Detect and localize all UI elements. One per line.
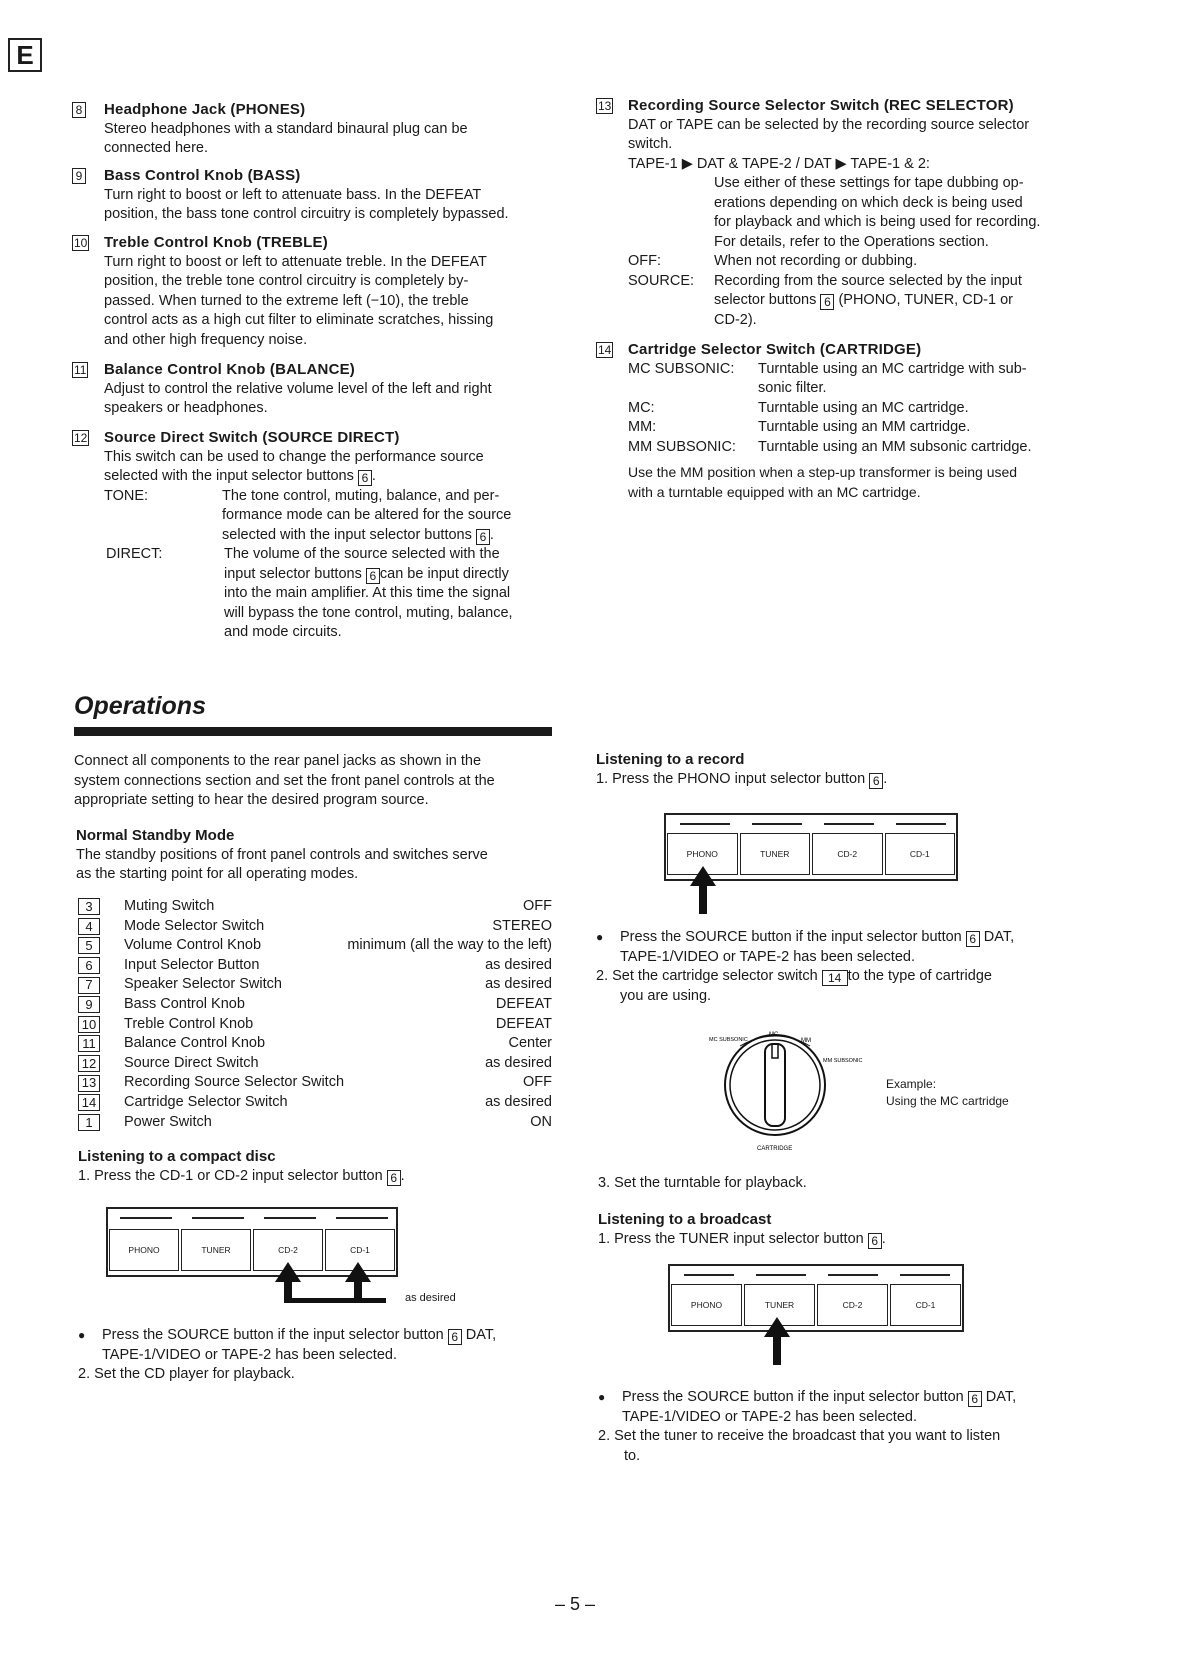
ref-badge: 6 [358, 470, 372, 486]
ref-badge: 14 [822, 970, 848, 986]
off-row [596, 252, 1096, 272]
item-text-line: The tone control, muting, balance, and per- [222, 487, 500, 504]
table-row: 11 Balance Control Knob Center [78, 1034, 552, 1054]
record-section [596, 750, 1096, 789]
record-bullet: ● Press the SOURCE button if the input selector button 6 DAT, [596, 929, 1015, 946]
broadcast-bullet: ● Press the SOURCE button if the input selector button 6 DAT, [598, 1389, 1017, 1406]
item-title: Bass Control Knob (BASS) [104, 167, 301, 184]
table-row: 3 Muting Switch OFF [78, 897, 552, 917]
item-text-line: switch. [628, 136, 673, 152]
item-text-line: position, the bass tone control circuitry is completely bypassed. [104, 206, 509, 222]
item-text-line: selector buttons 6 (PHONO, TUNER, CD-1 or [714, 292, 1013, 309]
up-arrow-icon [764, 1317, 794, 1367]
broadcast-bullet-line: TAPE-1/VIDEO or TAPE-2 has been selected. [622, 1408, 917, 1425]
source-label: SOURCE: [628, 272, 695, 289]
item-source-direct [72, 428, 552, 643]
item-text-line: selected with the input selector buttons 6 . [222, 526, 494, 544]
broadcast-notes [598, 1388, 1098, 1466]
item-treble-knob [72, 233, 552, 350]
item-text-line: For details, refer to the Operations section. [714, 233, 989, 250]
table-row: 10 Treble Control Knob DEFEAT [78, 1015, 552, 1035]
table-row: 6 Input Selector Button as desired [78, 956, 552, 976]
ref-badge: 6 [966, 931, 980, 947]
item-text-line: connected here. [104, 140, 208, 156]
bullet-icon: ● [596, 930, 604, 944]
item-text-line: When not recording or dubbing. [714, 253, 918, 269]
table-row: 4 Mode Selector Switch STEREO [78, 917, 552, 937]
phono-button[interactable]: PHONO [109, 1229, 179, 1271]
ref-badge: 6 [476, 529, 490, 545]
tape-line: TAPE-1 ▶ DAT & TAPE-2 / DAT ▶ TAPE-1 & 2: [628, 155, 930, 172]
standby-section [76, 826, 556, 885]
record-step-2: 2. Set the cartridge selector switch 14 to the type of cartridge [596, 968, 992, 985]
item-text-line: Stereo headphones with a standard binaural plug can be [104, 120, 468, 137]
table-row: 9 Bass Control Knob DEFEAT [78, 995, 552, 1015]
up-arrow-icon [690, 866, 720, 916]
tone-row [72, 487, 552, 546]
cd2-button[interactable]: CD-2 [812, 833, 883, 875]
item-text-line: speakers or headphones. [104, 400, 268, 416]
cd-step-2: 2. Set the CD player for playback. [78, 1366, 295, 1382]
table-row: 12 Source Direct Switch as desired [78, 1054, 552, 1074]
tuner-button[interactable]: TUNER [181, 1229, 251, 1271]
dial-label-mm: MM [801, 1038, 811, 1044]
operations-intro: Connect all components to the rear panel jacks as shown in the system connections section and set the front panel controls at the appropriate setting to hear the desired program source. [74, 753, 495, 808]
item-text-line: and other high frequency noise. [104, 331, 308, 348]
item-number-badge: 9 [72, 168, 86, 184]
direct-label: DIRECT: [106, 546, 163, 562]
phono-button[interactable]: PHONO [667, 833, 738, 875]
item-text-line: The volume of the source selected with the [224, 546, 500, 562]
record-notes [596, 928, 1096, 1006]
tone-label: TONE: [104, 487, 149, 504]
broadcast-title: Listening to a broadcast [598, 1211, 772, 1228]
broadcast-step-2-line: to. [624, 1447, 641, 1464]
item-text-line: selected with the input selector buttons 6 . [104, 468, 376, 485]
item-text-line: Turn right to boost or left to attenuate treble. In the DEFEAT [104, 253, 487, 270]
item-text-line: control acts as a high cut filter to eliminate scratches, hissing [104, 312, 494, 328]
record-title: Listening to a record [596, 751, 745, 768]
record-step-3: 3. Set the turntable for playback. [598, 1175, 807, 1191]
dial-example: Example: Using the MC cartridge [886, 1077, 1009, 1108]
cartridge-row: sonic filter. [758, 380, 827, 396]
item-number-badge: 8 [72, 102, 86, 118]
item-balance-knob [72, 360, 552, 419]
ref-badge: 6 [869, 773, 883, 789]
record-bullet-line: TAPE-1/VIDEO or TAPE-2 has been selected. [620, 948, 915, 965]
item-text-line: Recording from the source selected by the input [714, 272, 1022, 289]
item-text-line: input selector buttons 6 can be input directly [224, 565, 509, 583]
cd-arrows-icon [270, 1262, 390, 1312]
bullet-icon: ● [78, 1328, 86, 1342]
item-title: Cartridge Selector Switch (CARTRIDGE) [628, 341, 922, 358]
cd1-button[interactable]: CD-1 [325, 1229, 395, 1271]
ref-badge: 6 [868, 1233, 882, 1249]
table-row: 14 Cartridge Selector Switch as desired [78, 1093, 552, 1113]
table-row: 1 Power Switch ON [78, 1113, 552, 1133]
item-text-line: This switch can be used to change the performance source [104, 448, 484, 465]
standby-text-line: as the starting point for all operating modes. [76, 866, 359, 882]
item-text-line: will bypass the tone control, muting, balance, [224, 604, 513, 621]
cd-section [78, 1147, 558, 1186]
standby-title: Normal Standby Mode [76, 827, 235, 844]
cd-title: Listening to a compact disc [78, 1148, 276, 1165]
cd-bullet-line: TAPE-1/VIDEO or TAPE-2 has been selected. [102, 1346, 397, 1363]
cd-notes [78, 1326, 568, 1385]
item-bass-knob [72, 166, 552, 225]
direct-row [72, 545, 552, 643]
page-number: – 5 – [555, 1594, 596, 1614]
item-number-badge: 13 [598, 99, 612, 113]
dial-label-mm-subsonic: MM SUBSONIC [823, 1058, 863, 1064]
source-row [596, 272, 1096, 331]
item-text-line: for playback and which is being used for recording. [714, 214, 1041, 230]
tuner-button[interactable]: TUNER [744, 1284, 815, 1326]
record-step-2-line: you are using. [620, 987, 712, 1004]
as-desired-label: as desired [405, 1292, 456, 1304]
bullet-icon: ● [598, 1390, 606, 1404]
dial-label-mc-subsonic: MC SUBSONIC [709, 1037, 748, 1043]
cartridge-row: MM SUBSONIC: Turntable using an MM subsonic cartridge. [628, 438, 1032, 455]
broadcast-selector-panel [668, 1264, 964, 1332]
item-cartridge-selector [596, 340, 1096, 502]
item-text-line: Use either of these settings for tape dubbing op- [714, 175, 1024, 191]
item-rec-selector [596, 96, 1096, 330]
item-text-line: formance mode can be altered for the source [222, 507, 512, 523]
ref-badge: 6 [366, 568, 380, 584]
tuner-button[interactable]: TUNER [740, 833, 811, 875]
item-text-line: Use the MM position when a step-up transformer is being used [628, 464, 1018, 480]
broadcast-step-2: 2. Set the tuner to receive the broadcast that you want to listen [598, 1428, 1001, 1444]
item-text-line: into the main amplifier. At this time the signal [224, 585, 511, 601]
item-headphone-jack [72, 100, 552, 159]
operations-title: Operations [74, 692, 206, 720]
table-row: 7 Speaker Selector Switch as desired [78, 975, 552, 995]
item-text-line: position, the treble tone control circuitry is completely by- [104, 273, 469, 289]
cd1-button[interactable]: CD-1 [890, 1284, 961, 1326]
dial-label-mc: MC [769, 1032, 779, 1038]
item-title: Headphone Jack (PHONES) [104, 101, 306, 118]
ref-badge: 6 [448, 1329, 462, 1345]
item-title: Treble Control Knob (TREBLE) [104, 234, 328, 251]
cartridge-row: MM: Turntable using an MM cartridge. [628, 419, 971, 435]
title-underline-bar [74, 727, 552, 736]
dial-label-cartridge: CARTRIDGE [757, 1146, 793, 1152]
item-text-line: CD-2). [714, 311, 757, 328]
item-number-badge: 11 [74, 363, 87, 377]
item-text-line: with a turntable equipped with an MC cartridge. [628, 483, 921, 500]
ref-badge: 6 [968, 1391, 982, 1407]
cd-bullet: ● Press the SOURCE button if the input selector button 6 DAT, [78, 1327, 497, 1344]
item-title: Recording Source Selector Switch (REC SELECTOR) [628, 97, 1014, 114]
cartridge-row: MC SUBSONIC: Turntable using an MC cartridge with sub- [628, 360, 1027, 377]
phono-button[interactable]: PHONO [671, 1284, 742, 1326]
item-text-line: DAT or TAPE can be selected by the recording source selector [628, 116, 1030, 133]
record-step-1: 1. Press the PHONO input selector button 6 . [596, 770, 888, 788]
ref-badge: 6 [387, 1170, 401, 1186]
item-number-badge: 10 [74, 236, 88, 250]
item-number-badge: 14 [598, 343, 612, 357]
off-label: OFF: [628, 253, 662, 269]
ref-badge: 6 [820, 294, 834, 310]
item-text-line: Turn right to boost or left to attenuate bass. In the DEFEAT [104, 186, 482, 203]
cd2-button[interactable]: CD-2 [253, 1229, 323, 1271]
language-tab: E [8, 38, 42, 72]
cartridge-row: MC: Turntable using an MC cartridge. [628, 399, 969, 416]
table-row: 13 Recording Source Selector Switch OFF [78, 1073, 552, 1093]
item-text-line: Adjust to control the relative volume level of the left and right [104, 380, 492, 397]
item-number-badge: 12 [74, 431, 88, 445]
table-row: 5 Volume Control Knob minimum (all the way to the left) [78, 936, 552, 956]
item-title: Source Direct Switch (SOURCE DIRECT) [104, 429, 400, 446]
cartridge-dial [705, 1028, 875, 1156]
cd1-button[interactable]: CD-1 [885, 833, 956, 875]
broadcast-step-1: 1. Press the TUNER input selector button 6 . [598, 1230, 886, 1248]
item-text-line: passed. When turned to the extreme left (−10), the treble [104, 292, 469, 309]
item-text-line: and mode circuits. [224, 624, 342, 640]
cd-step-1: 1. Press the CD-1 or CD-2 input selector button 6 . [78, 1167, 405, 1185]
broadcast-section [598, 1210, 1098, 1249]
standby-text-line: The standby positions of front panel controls and switches serve [76, 846, 488, 863]
cd2-button[interactable]: CD-2 [817, 1284, 888, 1326]
standby-table [78, 897, 552, 1132]
item-text-line: erations depending on which deck is being used [714, 194, 1023, 211]
item-title: Balance Control Knob (BALANCE) [104, 361, 355, 378]
